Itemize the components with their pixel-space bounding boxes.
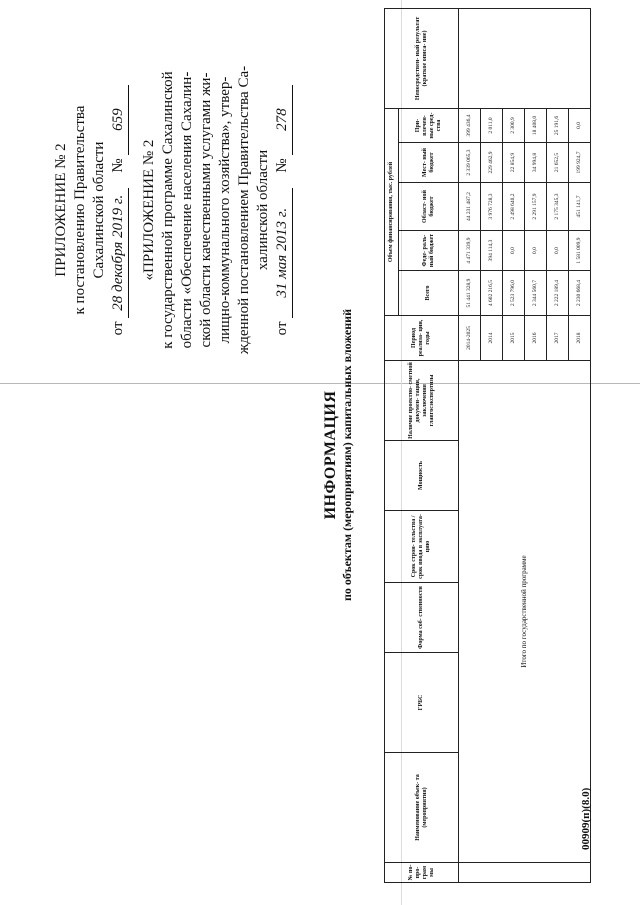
total-cell: 2 344 560,7 [525, 271, 547, 316]
col-num-header: № по- про- грам мы [385, 863, 459, 883]
col-capacity-header: Мощность [385, 441, 459, 511]
number-label: № [274, 158, 290, 173]
local-cell: 21 652,5 [547, 143, 569, 183]
period-cell: 2014-2025 [459, 316, 481, 361]
document-subtitle: по объектам (мероприятиям) капитальных вложений [340, 309, 354, 601]
local-cell: 199 924,7 [569, 143, 591, 183]
regional-cell: 2 498 640,2 [503, 183, 525, 231]
period-cell: 2015 [503, 316, 525, 361]
prior-appendix [140, 35, 293, 385]
extra-cell: 399 436,4 [459, 108, 481, 142]
extra-cell: 2 011,0 [481, 108, 503, 142]
federal-cell: 0,0 [525, 231, 547, 271]
total-cell: 51 441 328,9 [459, 271, 481, 316]
col-total-header: Всего [399, 271, 459, 316]
prior-line: лищно-коммунального хозяйства», утвер- [217, 76, 233, 344]
appendix-title: ПРИЛОЖЕНИЕ № 2 [53, 143, 69, 277]
col-federal-header: Феде- раль- ный бюджет [399, 231, 459, 271]
total-label: Итого по государственной программе [459, 361, 591, 863]
col-regional-header: Област- ной бюджет [399, 183, 459, 231]
prior-date-line [273, 35, 293, 385]
period-cell: 2016 [525, 316, 547, 361]
appendix-number: 659 [109, 85, 129, 155]
col-grbs-header: ГРБС [385, 653, 459, 753]
regional-cell: 451 141,7 [569, 183, 591, 231]
from-label: от [110, 321, 126, 336]
funding-group-header: Объем финансирования, тыс. рублей [385, 108, 399, 315]
prior-line: к государственной программе Сахалинской [160, 71, 176, 349]
col-docs-header: Наличие проектно- сметной докумен- тации, заключения главгосэкспертизы [385, 361, 459, 441]
col-term-header: Срок строи- тельства / срок ввода в эксплуата- цию [385, 511, 459, 583]
prior-line: ской области качественными услугами жи- [198, 72, 214, 348]
result-cell [459, 8, 591, 108]
num-cell [459, 863, 591, 883]
prior-line: халинской области [255, 149, 271, 271]
prior-number: 278 [273, 85, 293, 155]
appendix-date-line [109, 35, 129, 385]
federal-cell: 394 114,3 [481, 231, 503, 271]
document-title: ИНФОРМАЦИЯ [322, 390, 339, 520]
prior-appendix-title: «ПРИЛОЖЕНИЕ № 2 [141, 139, 157, 281]
capital-investment-table [384, 8, 591, 883]
federal-cell: 4 471 339,9 [459, 231, 481, 271]
total-cell: 2 230 668,4 [569, 271, 591, 316]
col-period-header: Период реализа- ции, годы [385, 316, 459, 361]
extra-cell: 0,0 [569, 108, 591, 142]
prior-date: 31 мая 2013 г. [273, 188, 293, 318]
total-cell: 2 222 189,4 [547, 271, 569, 316]
from-label: от [274, 321, 290, 336]
federal-cell: 0,0 [547, 231, 569, 271]
local-cell: 34 994,8 [525, 143, 547, 183]
total-cell: 2 523 796,0 [503, 271, 525, 316]
period-cell: 2018 [569, 316, 591, 361]
col-result-header: Непосредствен- ный результат (краткое описа- ние) [385, 8, 459, 108]
document-heading [322, 155, 355, 755]
federal-cell: 1 581 009,9 [569, 231, 591, 271]
number-label: № [110, 158, 126, 173]
local-cell: 2 339 065,3 [459, 143, 481, 183]
appendix-header [52, 35, 129, 385]
col-name-header: Наименование объек- та (мероприятия) [385, 753, 459, 863]
local-cell: 22 854,9 [503, 143, 525, 183]
regional-cell: 2 175 345,3 [547, 183, 569, 231]
regional-cell: 44 231 487,2 [459, 183, 481, 231]
period-cell: 2014 [481, 316, 503, 361]
appendix-date: 28 декабря 2019 г. [109, 188, 129, 318]
col-extra-header: При- влечен- ные сред- ства [399, 108, 459, 142]
total-cell: 4 602 216,5 [481, 271, 503, 316]
extra-cell: 25 191,6 [547, 108, 569, 142]
local-cell: 229 462,9 [481, 143, 503, 183]
extra-cell: 2 300,9 [503, 108, 525, 142]
federal-cell: 0,0 [503, 231, 525, 271]
col-local-header: Мест- ный бюджет [399, 143, 459, 183]
period-cell: 2017 [547, 316, 569, 361]
extra-cell: 18 408,0 [525, 108, 547, 142]
prior-line: жденной постановлением Правительства Са- [236, 65, 252, 355]
appendix-line: к постановлению Правительства [72, 105, 88, 315]
appendix-line: Сахалинской области [91, 141, 107, 279]
col-ownership-header: Форма соб- ственности [385, 583, 459, 653]
regional-cell: 2 291 157,9 [525, 183, 547, 231]
regional-cell: 3 976 728,3 [481, 183, 503, 231]
document-code: 00909(п)(8.0) [580, 787, 592, 850]
prior-line: области «Обеспечение населения Сахалин- [179, 71, 195, 349]
